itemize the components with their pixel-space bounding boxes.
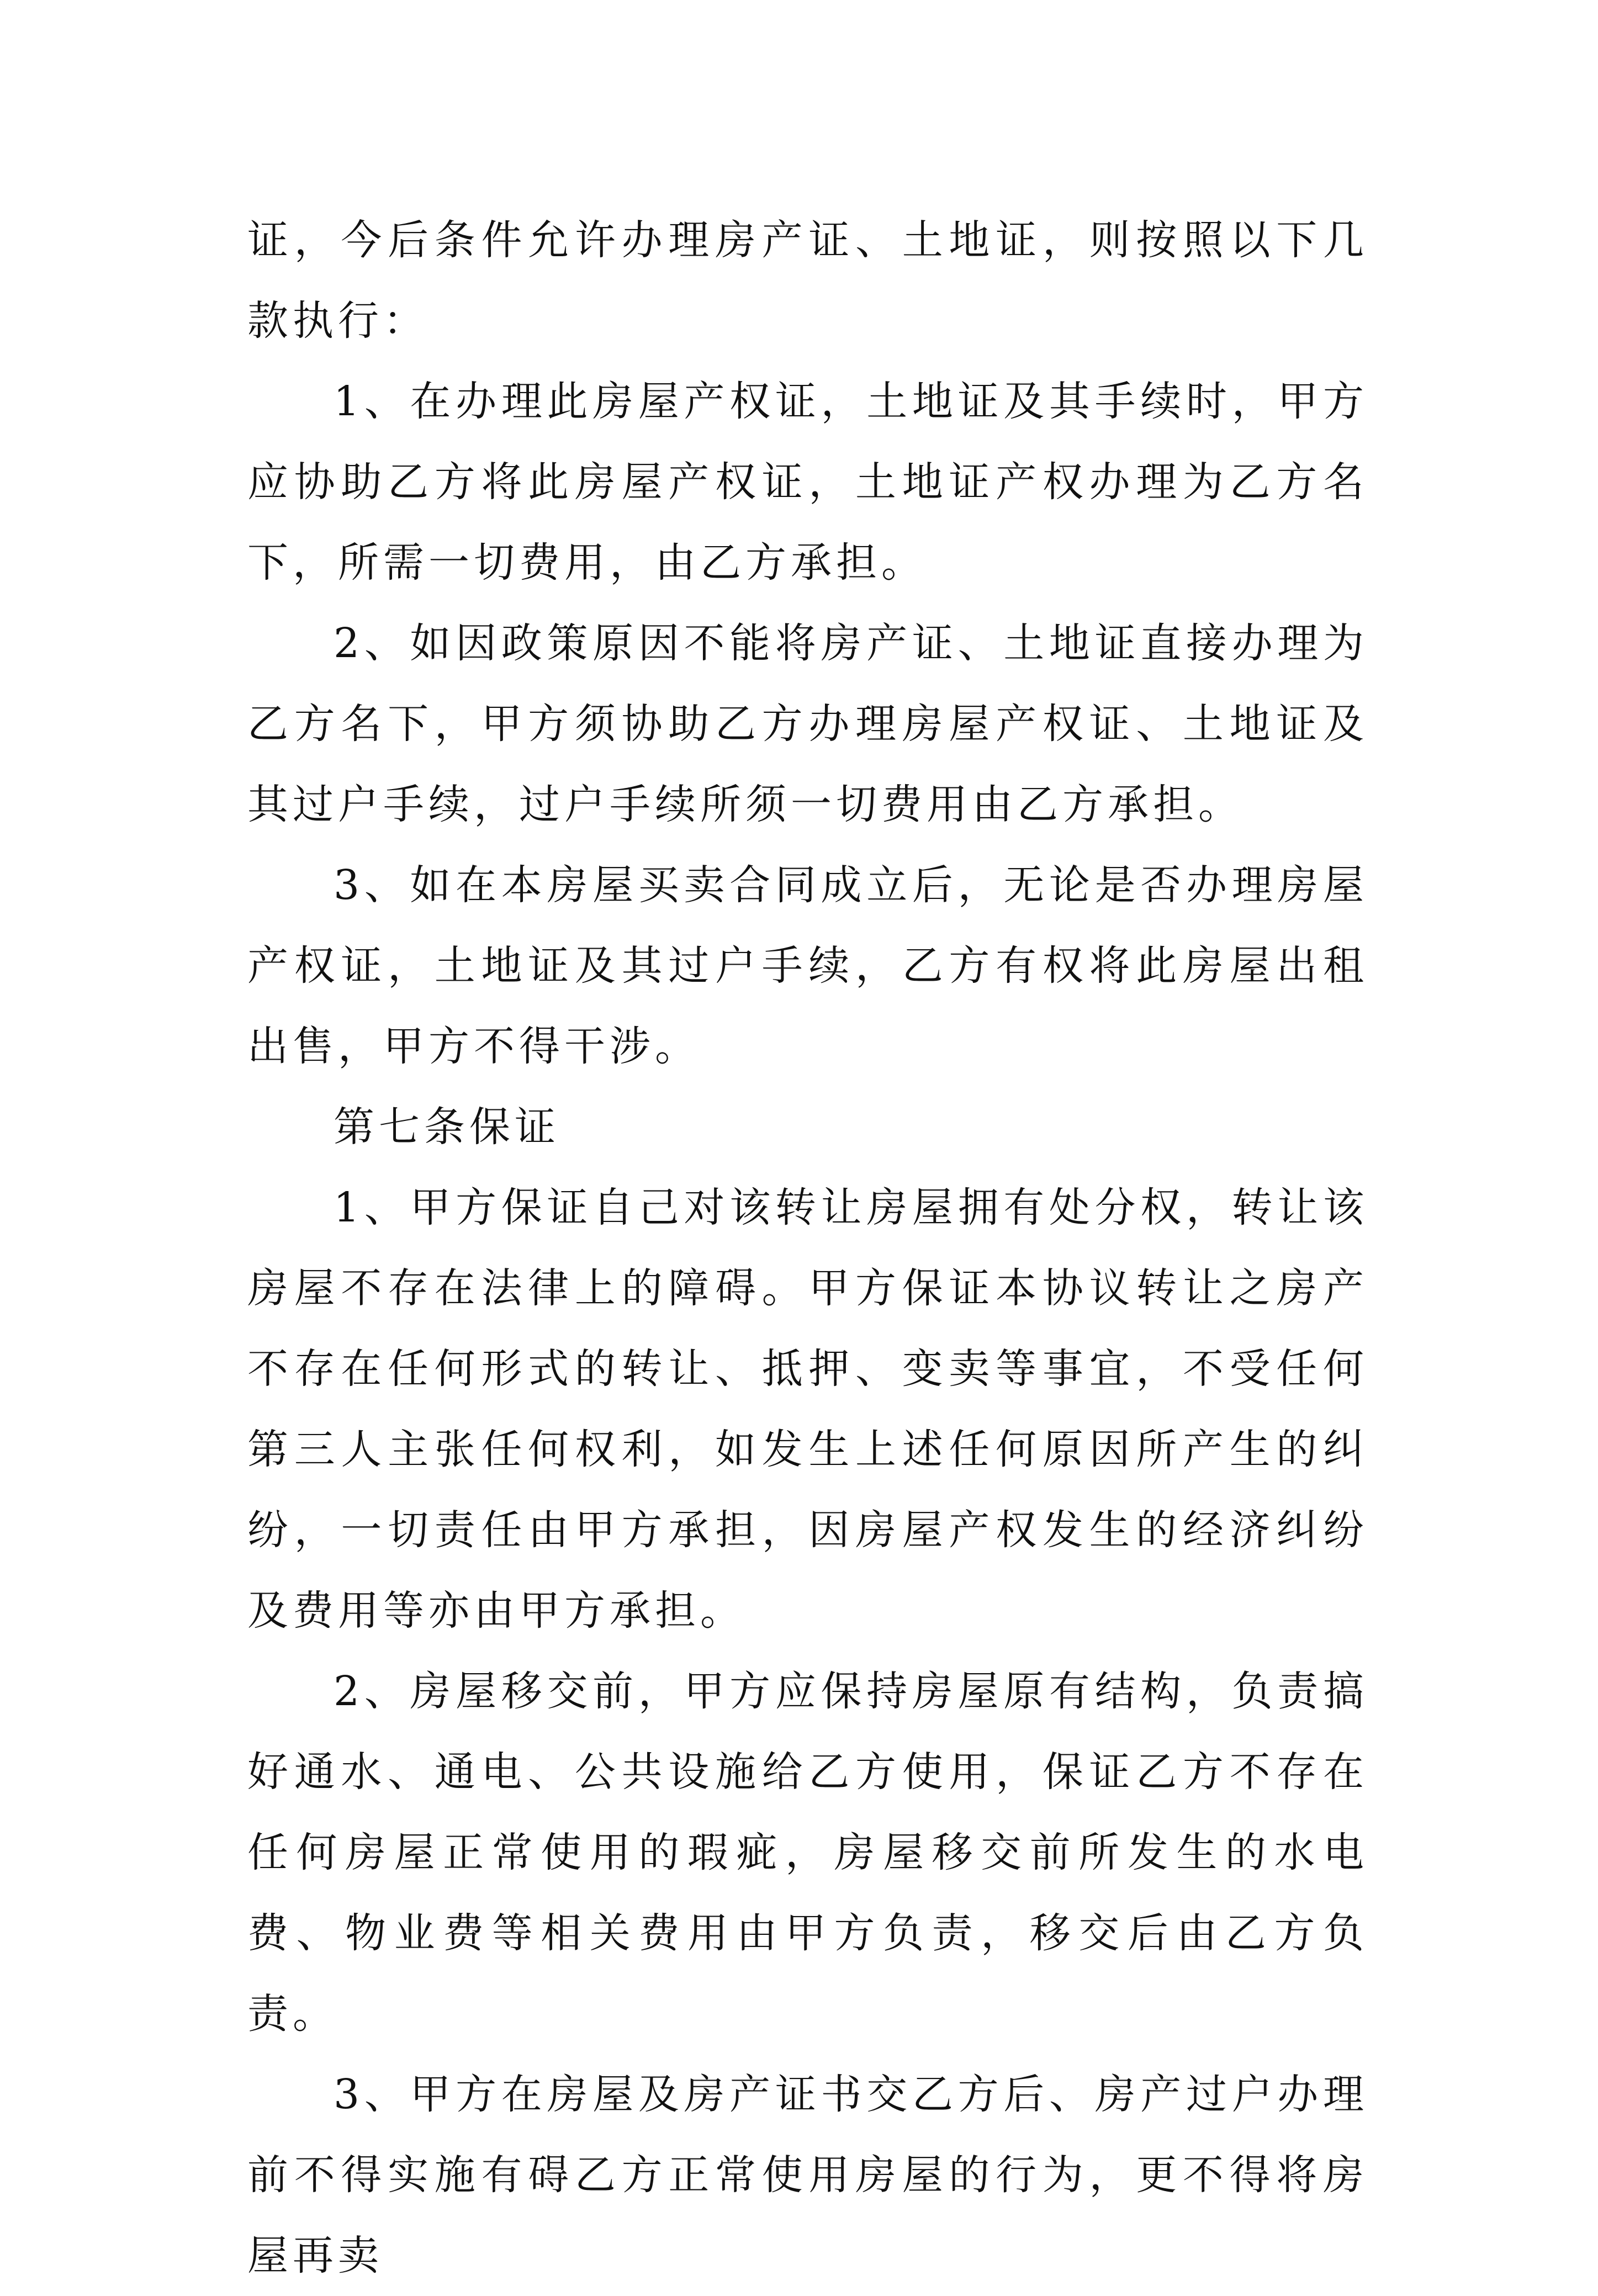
- clause-item-1-property-certificate: 1、在办理此房屋产权证，土地证及其手续时，甲方应协助乙方将此房屋产权证，土地证产权办理为乙方名下，所需一切费用，由乙方承担。: [247, 378, 1368, 586]
- section-heading-article-7: 第七条保证: [334, 1103, 560, 1151]
- clause-item-3-rent-or-sell: 3、如在本房屋买卖合同成立后，无论是否办理房屋产权证，土地证及其过户手续，乙方有权将此房屋出租出售，甲方不得干涉。: [247, 861, 1368, 1070]
- paragraph-continuation: 证，今后条件允许办理房产证、土地证，则按照以下几款执行：: [247, 216, 1368, 345]
- guarantee-item-3: 3、甲方在房屋及房产证书交乙方后、房产过户办理前不得实施有碍乙方正常使用房屋的行为，更不得将房屋再卖: [247, 2071, 1368, 2279]
- guarantee-item-2: 2、房屋移交前，甲方应保持房屋原有结构，负责搞好通水、通电、公共设施给乙方使用，保证乙方不存在任何房屋正常使用的瑕疵，房屋移交前所发生的水电费、物业费等相关费用由甲方负责，移交后由乙方负责。: [247, 1668, 1368, 2038]
- guarantee-item-1: 1、甲方保证自己对该转让房屋拥有处分权，转让该房屋不存在法律上的障碍。甲方保证本协议转让之房产不存在任何形式的转让、抵押、变卖等事宜，不受任何第三人主张任何权利，如发生上述任何原因所产生的纠纷，一切责任由甲方承担，因房屋产权发生的经济纠纷及费用等亦由甲方承担。: [247, 1184, 1368, 1634]
- document-body: [247, 200, 1368, 2296]
- clause-item-2-policy-reason: 2、如因政策原因不能将房产证、土地证直接办理为乙方名下，甲方须协助乙方办理房屋产权证、土地证及其过户手续，过户手续所须一切费用由乙方承担。: [247, 620, 1368, 828]
